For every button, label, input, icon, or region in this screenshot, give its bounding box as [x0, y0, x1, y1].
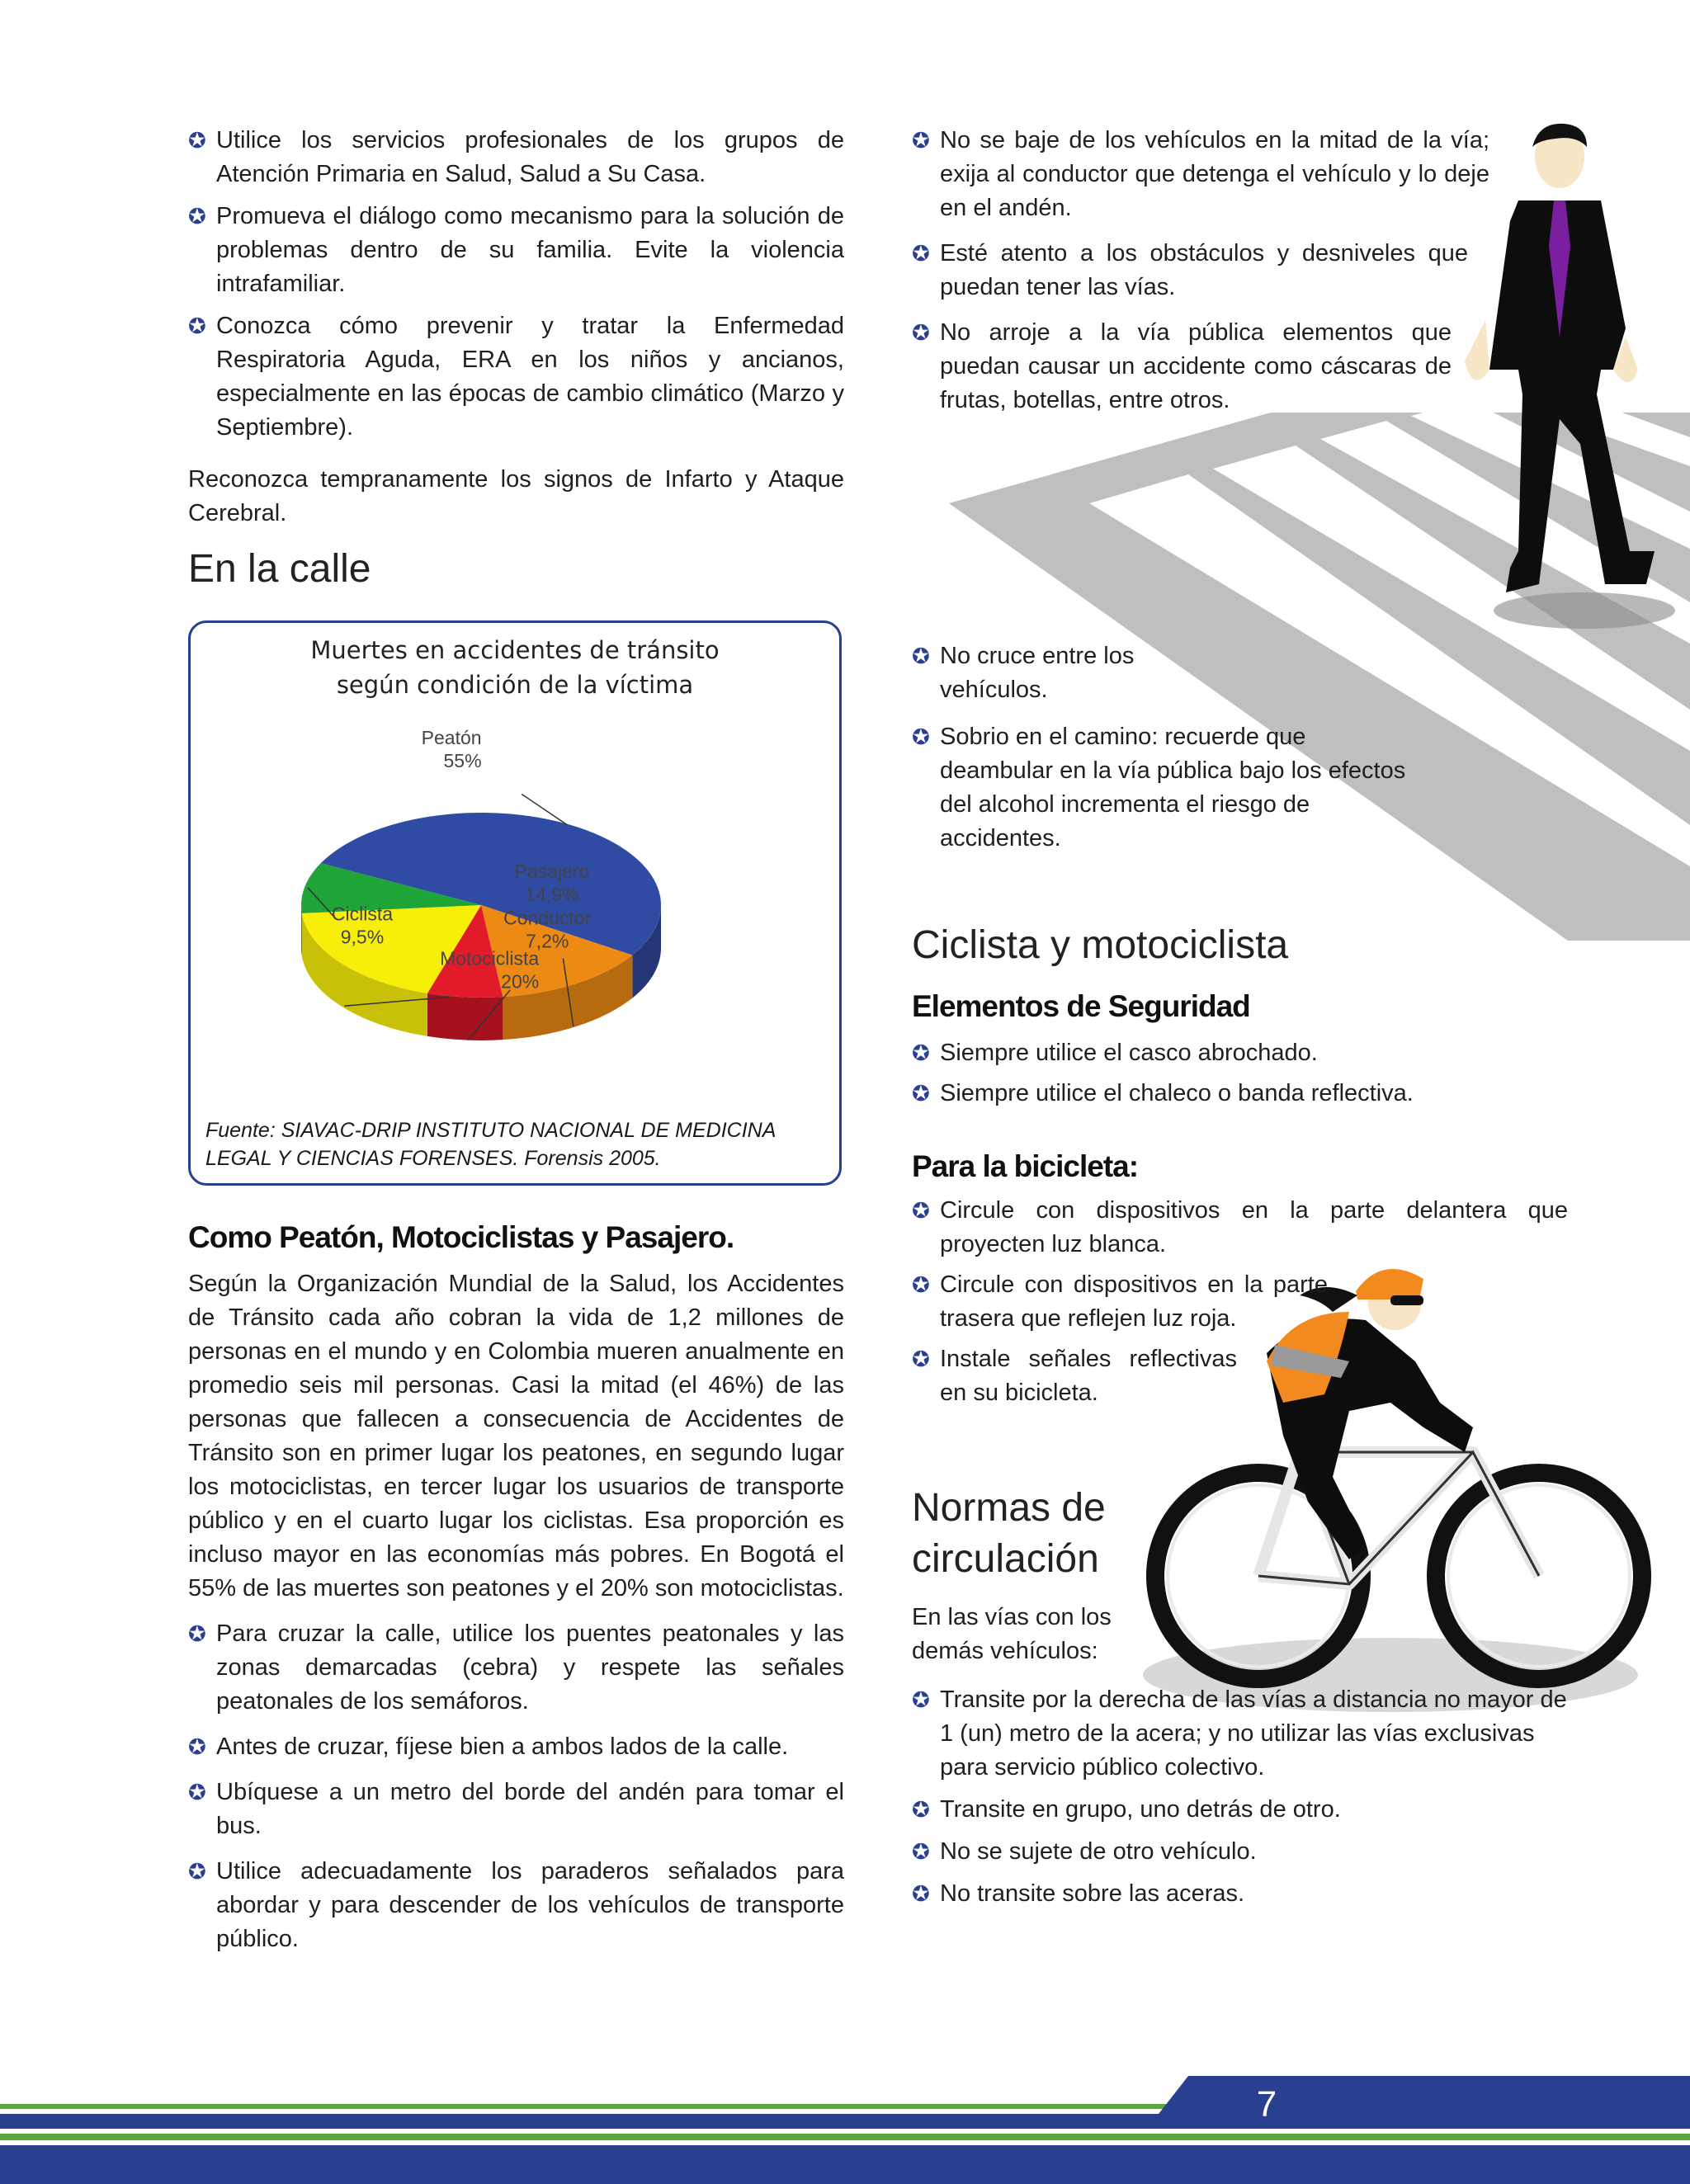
- star-bullet-icon: ✪: [912, 1040, 930, 1065]
- star-bullet-icon: ✪: [912, 1881, 930, 1906]
- list-item: ✪ Ubíquese a un metro del borde del andén para tomar el bus.: [188, 1776, 844, 1843]
- list-item: ✪ Utilice adecuadamente los paraderos señalados para abordar y para descender de los vehículos de transporte público.: [188, 1855, 844, 1956]
- star-bullet-icon: ✪: [912, 241, 930, 266]
- list-item: ✪ Para cruzar la calle, utilice los puentes peatonales y las zonas demarcadas (cebra) y respete las señales peatonales de los semáforos.: [188, 1617, 844, 1719]
- list-item: ✪ No se baje de los vehículos en la mitad de la vía; exija al conductor que detenga el vehículo y lo deje en el andén.: [912, 124, 1489, 225]
- chart-source: Fuente: SIAVAC-DRIP INSTITUTO NACIONAL DE MEDICINA LEGAL Y CIENCIAS FORENSES. Forensis 2005.: [205, 1119, 777, 1170]
- section-title-ciclista: Ciclista y motociclista: [912, 923, 1289, 967]
- right-mid-bullets: [912, 639, 1423, 864]
- infarto-paragraph: Reconozca tempranamente los signos de Infarto y Ataque Cerebral.: [188, 466, 844, 526]
- list-item: ✪ No transite sobre las aceras.: [912, 1877, 1572, 1911]
- section-title-en-la-calle: En la calle: [188, 547, 371, 591]
- list-item: ✪ Esté atento a los obstáculos y desniveles que puedan tener las vías.: [912, 237, 1468, 304]
- chart-box: [188, 620, 842, 1186]
- section-title-normas: Normas de circulación: [912, 1486, 1106, 1581]
- star-bullet-icon: ✪: [188, 1780, 206, 1804]
- pie-label-value: 20%: [501, 970, 540, 993]
- star-bullet-icon: ✪: [188, 204, 206, 229]
- list-item: ✪ Utilice los servicios profesionales de los grupos de Atención Primaria en Salud, Salud a Su Casa.: [188, 124, 844, 191]
- star-bullet-icon: ✪: [912, 1272, 930, 1297]
- star-bullet-icon: ✪: [912, 1839, 930, 1864]
- star-bullet-icon: ✪: [188, 314, 206, 338]
- list-item: ✪ Circule con dispositivos en la parte trasera que reflejen luz roja.: [912, 1268, 1328, 1336]
- pie-label-value: 55%: [443, 749, 482, 771]
- pie-label-name: Conductor: [503, 907, 592, 929]
- list-item: ✪ Sobrio en el camino: recuerde que deambular en la vía pública bajo los efectos del alcohol incrementa el riesgo de accidentes.: [912, 720, 1423, 856]
- list-item: ✪ Antes de cruzar, fíjese bien a ambos lados de la calle.: [188, 1730, 844, 1764]
- star-bullet-icon: ✪: [912, 1347, 930, 1371]
- list-item: ✪ No arroje a la vía pública elementos que puedan causar un accidente como cáscaras de frutas, botellas, entre otros.: [912, 316, 1452, 417]
- star-bullet-icon: ✪: [912, 724, 930, 749]
- pie-label-value: 14,9%: [525, 883, 579, 905]
- list-item: ✪ No se sujete de otro vehículo.: [912, 1835, 1572, 1869]
- star-bullet-icon: ✪: [188, 1734, 206, 1759]
- star-bullet-icon: ✪: [912, 128, 930, 153]
- star-bullet-icon: ✪: [912, 1081, 930, 1106]
- seguridad-bullets: [912, 1036, 1572, 1119]
- pie-chart: [191, 623, 839, 1118]
- star-bullet-icon: ✪: [912, 1797, 930, 1822]
- chart-title: Muertes en accidentes de tránsito según condición de la víctima: [310, 636, 720, 699]
- oms-paragraph-block: [188, 1267, 844, 1965]
- star-bullet-icon: ✪: [188, 1859, 206, 1884]
- vias-paragraph: En las vías con los demás vehículos:: [912, 1604, 1112, 1664]
- list-item: ✪ Circule con dispositivos en la parte delantera que proyecten luz blanca.: [912, 1194, 1568, 1262]
- star-bullet-icon: ✪: [188, 128, 206, 153]
- star-bullet-icon: ✪: [912, 1198, 930, 1223]
- pie-label-name: Ciclista: [331, 903, 394, 925]
- pie-label-name: Motociclista: [440, 947, 540, 969]
- subtitle-como-peaton: Como Peatón, Motociclistas y Pasajero.: [188, 1220, 734, 1254]
- list-item: ✪ Siempre utilice el chaleco o banda reflectiva.: [912, 1077, 1572, 1111]
- pie-side-ciclista: [301, 905, 302, 956]
- oms-paragraph: Según la Organización Mundial de la Salud, los Accidentes de Tránsito cada año cobran la vida de 1,2 millones de personas en el mundo y en Colombia mueren anualmente en promedio seis mil personas. Casi la mitad (el 46%) de las personas que fallecen a consecuencia de Accidentes de Tránsito son en primer lugar los peatones, en segundo lugar los motociclistas, en tercer lugar los usuarios de transporte público y en el cuarto lugar los ciclistas. Esa proporción es incluso mayor en las economías más pobres. En Bogotá el 55% de las muertes son peatones y el 20% son motociclistas.: [188, 1271, 844, 1601]
- pie-label-name: Peatón: [421, 726, 482, 748]
- star-bullet-icon: ✪: [912, 1687, 930, 1712]
- list-item: ✪ Transite por la derecha de las vías a distancia no mayor de 1 (un) metro de la acera; y no utilizar las vías exclusivas para servicio público colectivo.: [912, 1683, 1572, 1785]
- left-column: [188, 124, 844, 531]
- list-item: ✪ Promueva el diálogo como mecanismo para la solución de problemas dentro de su familia. Evite la violencia intrafamiliar.: [188, 200, 844, 301]
- list-item: ✪ Transite en grupo, uno detrás de otro.: [912, 1793, 1572, 1827]
- pie-label-value: 9,5%: [340, 926, 385, 948]
- pie-label-name: Pasajero: [514, 860, 590, 882]
- subtitle-para-la-bicicleta: Para la bicicleta:: [912, 1149, 1139, 1183]
- list-item: ✪ No cruce entre los vehículos.: [912, 639, 1179, 707]
- star-bullet-icon: ✪: [912, 644, 930, 668]
- page-number: 7: [1256, 2084, 1277, 2125]
- list-item: ✪ Siempre utilice el casco abrochado.: [912, 1036, 1572, 1070]
- pie-label-value: 7,2%: [525, 930, 569, 952]
- footer-band: [0, 2071, 1690, 2184]
- pie-side-conductor: [427, 993, 503, 1040]
- subtitle-elementos-seguridad: Elementos de Seguridad: [912, 989, 1250, 1023]
- bicicleta-bullets: [912, 1194, 1568, 1418]
- list-item: ✪ Instale señales reflectivas en su bicicleta.: [912, 1342, 1237, 1410]
- list-item: ✪ Conozca cómo prevenir y tratar la Enfermedad Respiratoria Aguda, ERA en los niños y ancianos, especialmente en las épocas de cambio climático (Marzo y Septiembre).: [188, 309, 844, 445]
- normas-block: [912, 1601, 1572, 1919]
- right-top-bullets: [912, 124, 1489, 426]
- star-bullet-icon: ✪: [912, 320, 930, 345]
- star-bullet-icon: ✪: [188, 1621, 206, 1646]
